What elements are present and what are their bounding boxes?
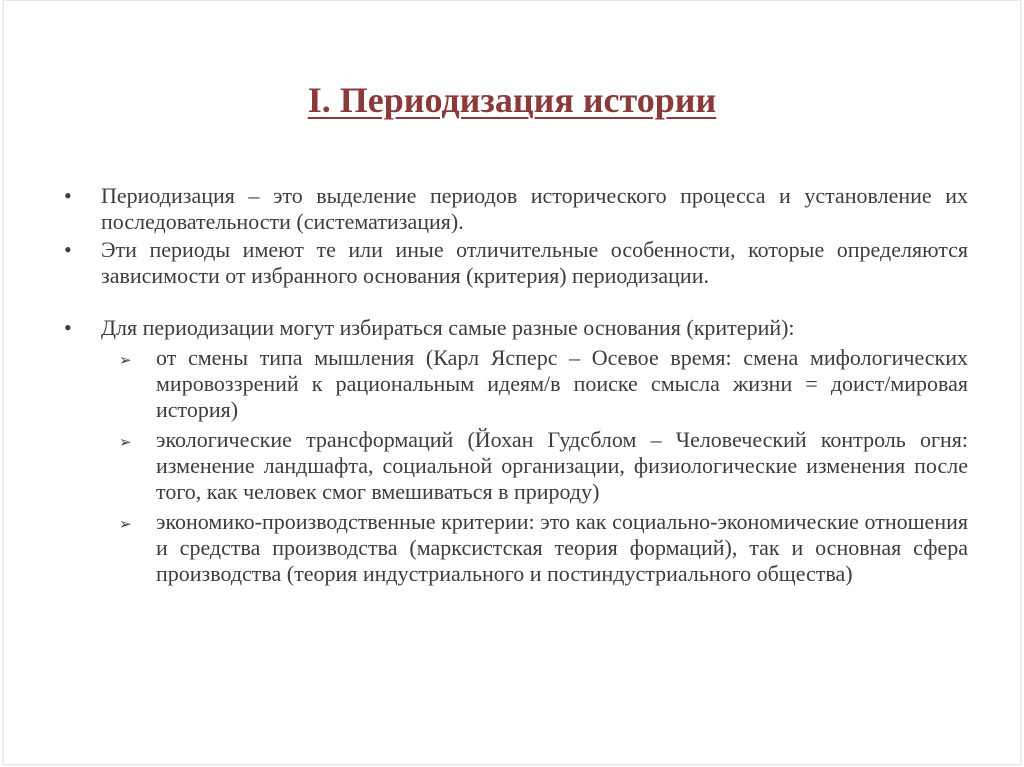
bullet-text: Периодизация – это выделение периодов исторического процесса и установление их последовательности (систематизация). [101,183,968,234]
bullet-text: Эти периоды имеют те или иные отличительные особенности, которые определяются зависимости от избранного основания (критерия) периодизации. [101,237,968,288]
bullet-item-criteria [64,315,968,341]
bullet-item-features [64,237,968,289]
sub-item-text: экономико-производственные критерии: это как социально-экономические отношения и средства производства (марксистская теория формаций), так и основная сфера производства (теория индустриального и постиндустриального общества) [156,509,968,586]
arrow-bullet-icon: ➢ [119,433,132,451]
arrow-bullet-icon: ➢ [119,515,132,533]
sub-item-thinking [119,345,968,423]
bullet-icon: • [64,183,72,208]
bullet-item-definition [64,183,968,235]
sub-item-text: экологические трансформаций (Йохан Гудсблом – Человеческий контроль огня: изменение ландшафта, социальной организации, физиологические изменения после того, как человек смог вмешиваться в природу) [156,427,968,504]
sub-item-ecological [119,427,968,505]
slide-title: I. Периодизация истории [307,80,717,120]
sub-item-text: от смены типа мышления (Карл Ясперс – Осевое время: смена мифологических мировоззрений к рациональным идеям/в поиске смысла жизни = доист/мировая история) [156,345,968,422]
slide [3,0,1021,765]
arrow-bullet-icon: ➢ [119,351,132,369]
bullet-icon: • [64,315,72,340]
bullet-text: Для периодизации могут избираться самые разные основания (критерий): [101,315,795,340]
sub-item-economic [119,509,968,587]
slide-content [64,183,968,587]
bullet-icon: • [64,237,72,262]
